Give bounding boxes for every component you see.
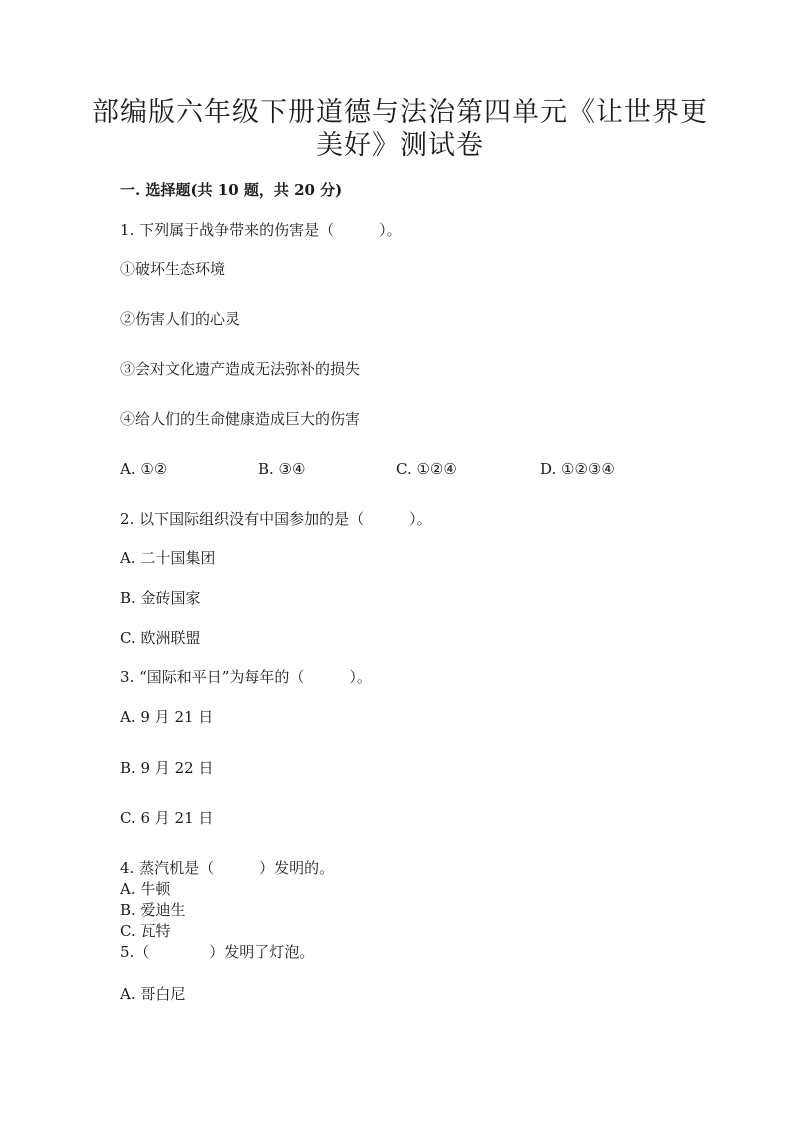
question-2-option-b[interactable]: B. 金砖国家: [120, 589, 201, 607]
question-1-stem: 1. 下列属于战争带来的伤害是（ ）。: [120, 221, 402, 239]
question-2-option-a[interactable]: A. 二十国集团: [120, 549, 216, 567]
question-1-item-4: ④给人们的生命健康造成巨大的伤害: [120, 410, 361, 428]
question-4-option-a[interactable]: A. 牛顿: [120, 880, 171, 898]
question-1-item-1: ①破坏生态环境: [120, 260, 226, 278]
question-3-option-a[interactable]: A. 9 月 21 日: [120, 708, 214, 726]
title-line-1: 部编版六年级下册道德与法治第四单元《让世界更: [92, 97, 708, 128]
section-heading: 一. 选择题(共 10 题，共 20 分): [120, 181, 343, 199]
question-3-option-c[interactable]: C. 6 月 21 日: [120, 809, 214, 827]
question-4-stem: 4. 蒸汽机是（ ）发明的。: [120, 859, 335, 877]
question-1-item-3: ③会对文化遗产造成无法弥补的损失: [120, 360, 361, 378]
question-1-option-b[interactable]: B. ③④: [258, 460, 306, 478]
question-4-option-c[interactable]: C. 瓦特: [120, 922, 171, 940]
question-1-option-c[interactable]: C. ①②④: [396, 460, 457, 478]
question-2-option-c[interactable]: C. 欧洲联盟: [120, 629, 201, 647]
title-line-2: 美好》测试卷: [316, 130, 484, 161]
question-1-option-d[interactable]: D. ①②③④: [540, 460, 615, 478]
question-5-stem: 5.（ ）发明了灯泡。: [120, 943, 315, 961]
question-3-option-b[interactable]: B. 9 月 22 日: [120, 759, 214, 777]
question-1-item-2: ②伤害人们的心灵: [120, 310, 241, 328]
question-4-option-b[interactable]: B. 爱迪生: [120, 901, 186, 919]
question-5-option-a[interactable]: A. 哥白尼: [120, 985, 186, 1003]
question-3-stem: 3. “国际和平日”为每年的（ ）。: [120, 668, 372, 686]
question-2-stem: 2. 以下国际组织没有中国参加的是（ ）。: [120, 510, 432, 528]
question-1-option-a[interactable]: A. ①②: [120, 460, 168, 478]
